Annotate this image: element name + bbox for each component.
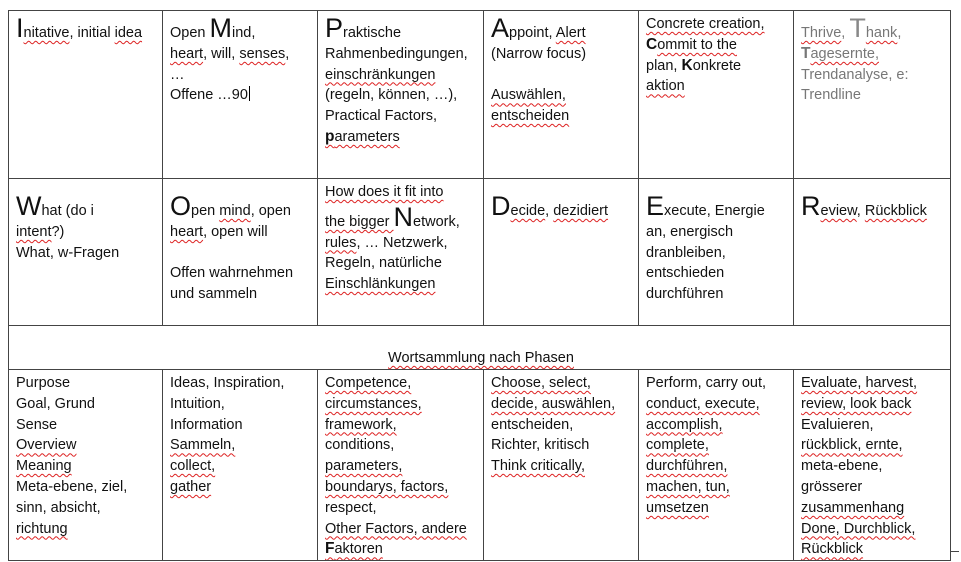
text-cursor bbox=[249, 86, 250, 101]
cell-review[interactable]: Review, Rückblick bbox=[794, 179, 951, 326]
initial-letter: D bbox=[491, 191, 511, 221]
section-banner[interactable] bbox=[9, 326, 951, 370]
cell-open[interactable]: Open mind, open heart, open will Offen wahrnehmen und sammeln bbox=[163, 179, 318, 326]
cell-appoint[interactable]: Appoint, Alert (Narrow focus) Auswählen, entscheiden bbox=[484, 11, 639, 179]
cell-words-1[interactable]: Purpose Goal, Grund Sense Overview Meaning Meta-ebene, ziel, sinn, absicht, richtung bbox=[9, 370, 163, 561]
initial-letter: R bbox=[801, 191, 821, 221]
initial-letter: M bbox=[209, 13, 232, 43]
initial-letter: N bbox=[393, 201, 414, 232]
cell-words-4[interactable]: Choose, select, decide, auswählen, entscheiden, Richter, kritisch Think critically, bbox=[484, 370, 639, 561]
table-resize-handle[interactable] bbox=[950, 551, 959, 560]
phase-table bbox=[8, 10, 951, 561]
cell-network[interactable]: How does it fit into the bigger Network, rules, … Netzwerk, Regeln, natürliche Einschlänkungen bbox=[318, 179, 484, 326]
cell-concrete[interactable]: Concrete creation, Commit to the plan, Konkrete aktion bbox=[639, 11, 794, 179]
cell-thrive[interactable]: Thrive, Thank, Tagesernte, Trendanalyse, e: Trendline bbox=[794, 11, 951, 179]
cell-words-2[interactable]: Ideas, Inspiration, Intuition, Information Sammeln, collect, gather bbox=[163, 370, 318, 561]
initial-letter: O bbox=[170, 191, 192, 221]
initial-letter: P bbox=[325, 13, 344, 43]
initial-letter: I bbox=[16, 13, 24, 43]
cell-initiative[interactable]: Initative, initial idea bbox=[9, 11, 163, 179]
cell-what[interactable]: What (do i intent?) What, w-Fragen bbox=[9, 179, 163, 326]
cell-decide[interactable]: Decide, dezidiert bbox=[484, 179, 639, 326]
table-row bbox=[9, 11, 951, 179]
initial-letter: E bbox=[646, 191, 665, 221]
initial-letter: A bbox=[491, 13, 510, 43]
section-title: Wortsammlung nach Phasen bbox=[388, 350, 574, 367]
cell-words-6[interactable]: Evaluate, harvest, review, look back Evaluieren, rückblick, ernte, meta-ebene, grösserer zusammenhang Done, Durchblick, Rückblick bbox=[794, 370, 951, 561]
initial-letter: W bbox=[16, 191, 42, 221]
table-row bbox=[9, 370, 951, 561]
table-row bbox=[9, 179, 951, 326]
cell-praktische[interactable]: Praktische Rahmenbedingungen, einschränkungen (regeln, können, …), Practical Factors, parameters bbox=[318, 11, 484, 179]
initial-letter: T bbox=[849, 13, 866, 43]
cell-words-3[interactable]: Competence, circumstances, framework, conditions, parameters, boundarys, factors, respect, Other Factors, andere Faktoren bbox=[318, 370, 484, 561]
cell-open-mind[interactable]: Open Mind, heart, will, senses, … Offene …90 bbox=[163, 11, 318, 179]
table-row bbox=[9, 326, 951, 370]
cell-execute[interactable]: Execute, Energie an, energisch dranbleiben, entschieden durchführen bbox=[639, 179, 794, 326]
cell-words-5[interactable]: Perform, carry out, conduct, execute, accomplish, complete, durchführen, machen, tun, umsetzen bbox=[639, 370, 794, 561]
